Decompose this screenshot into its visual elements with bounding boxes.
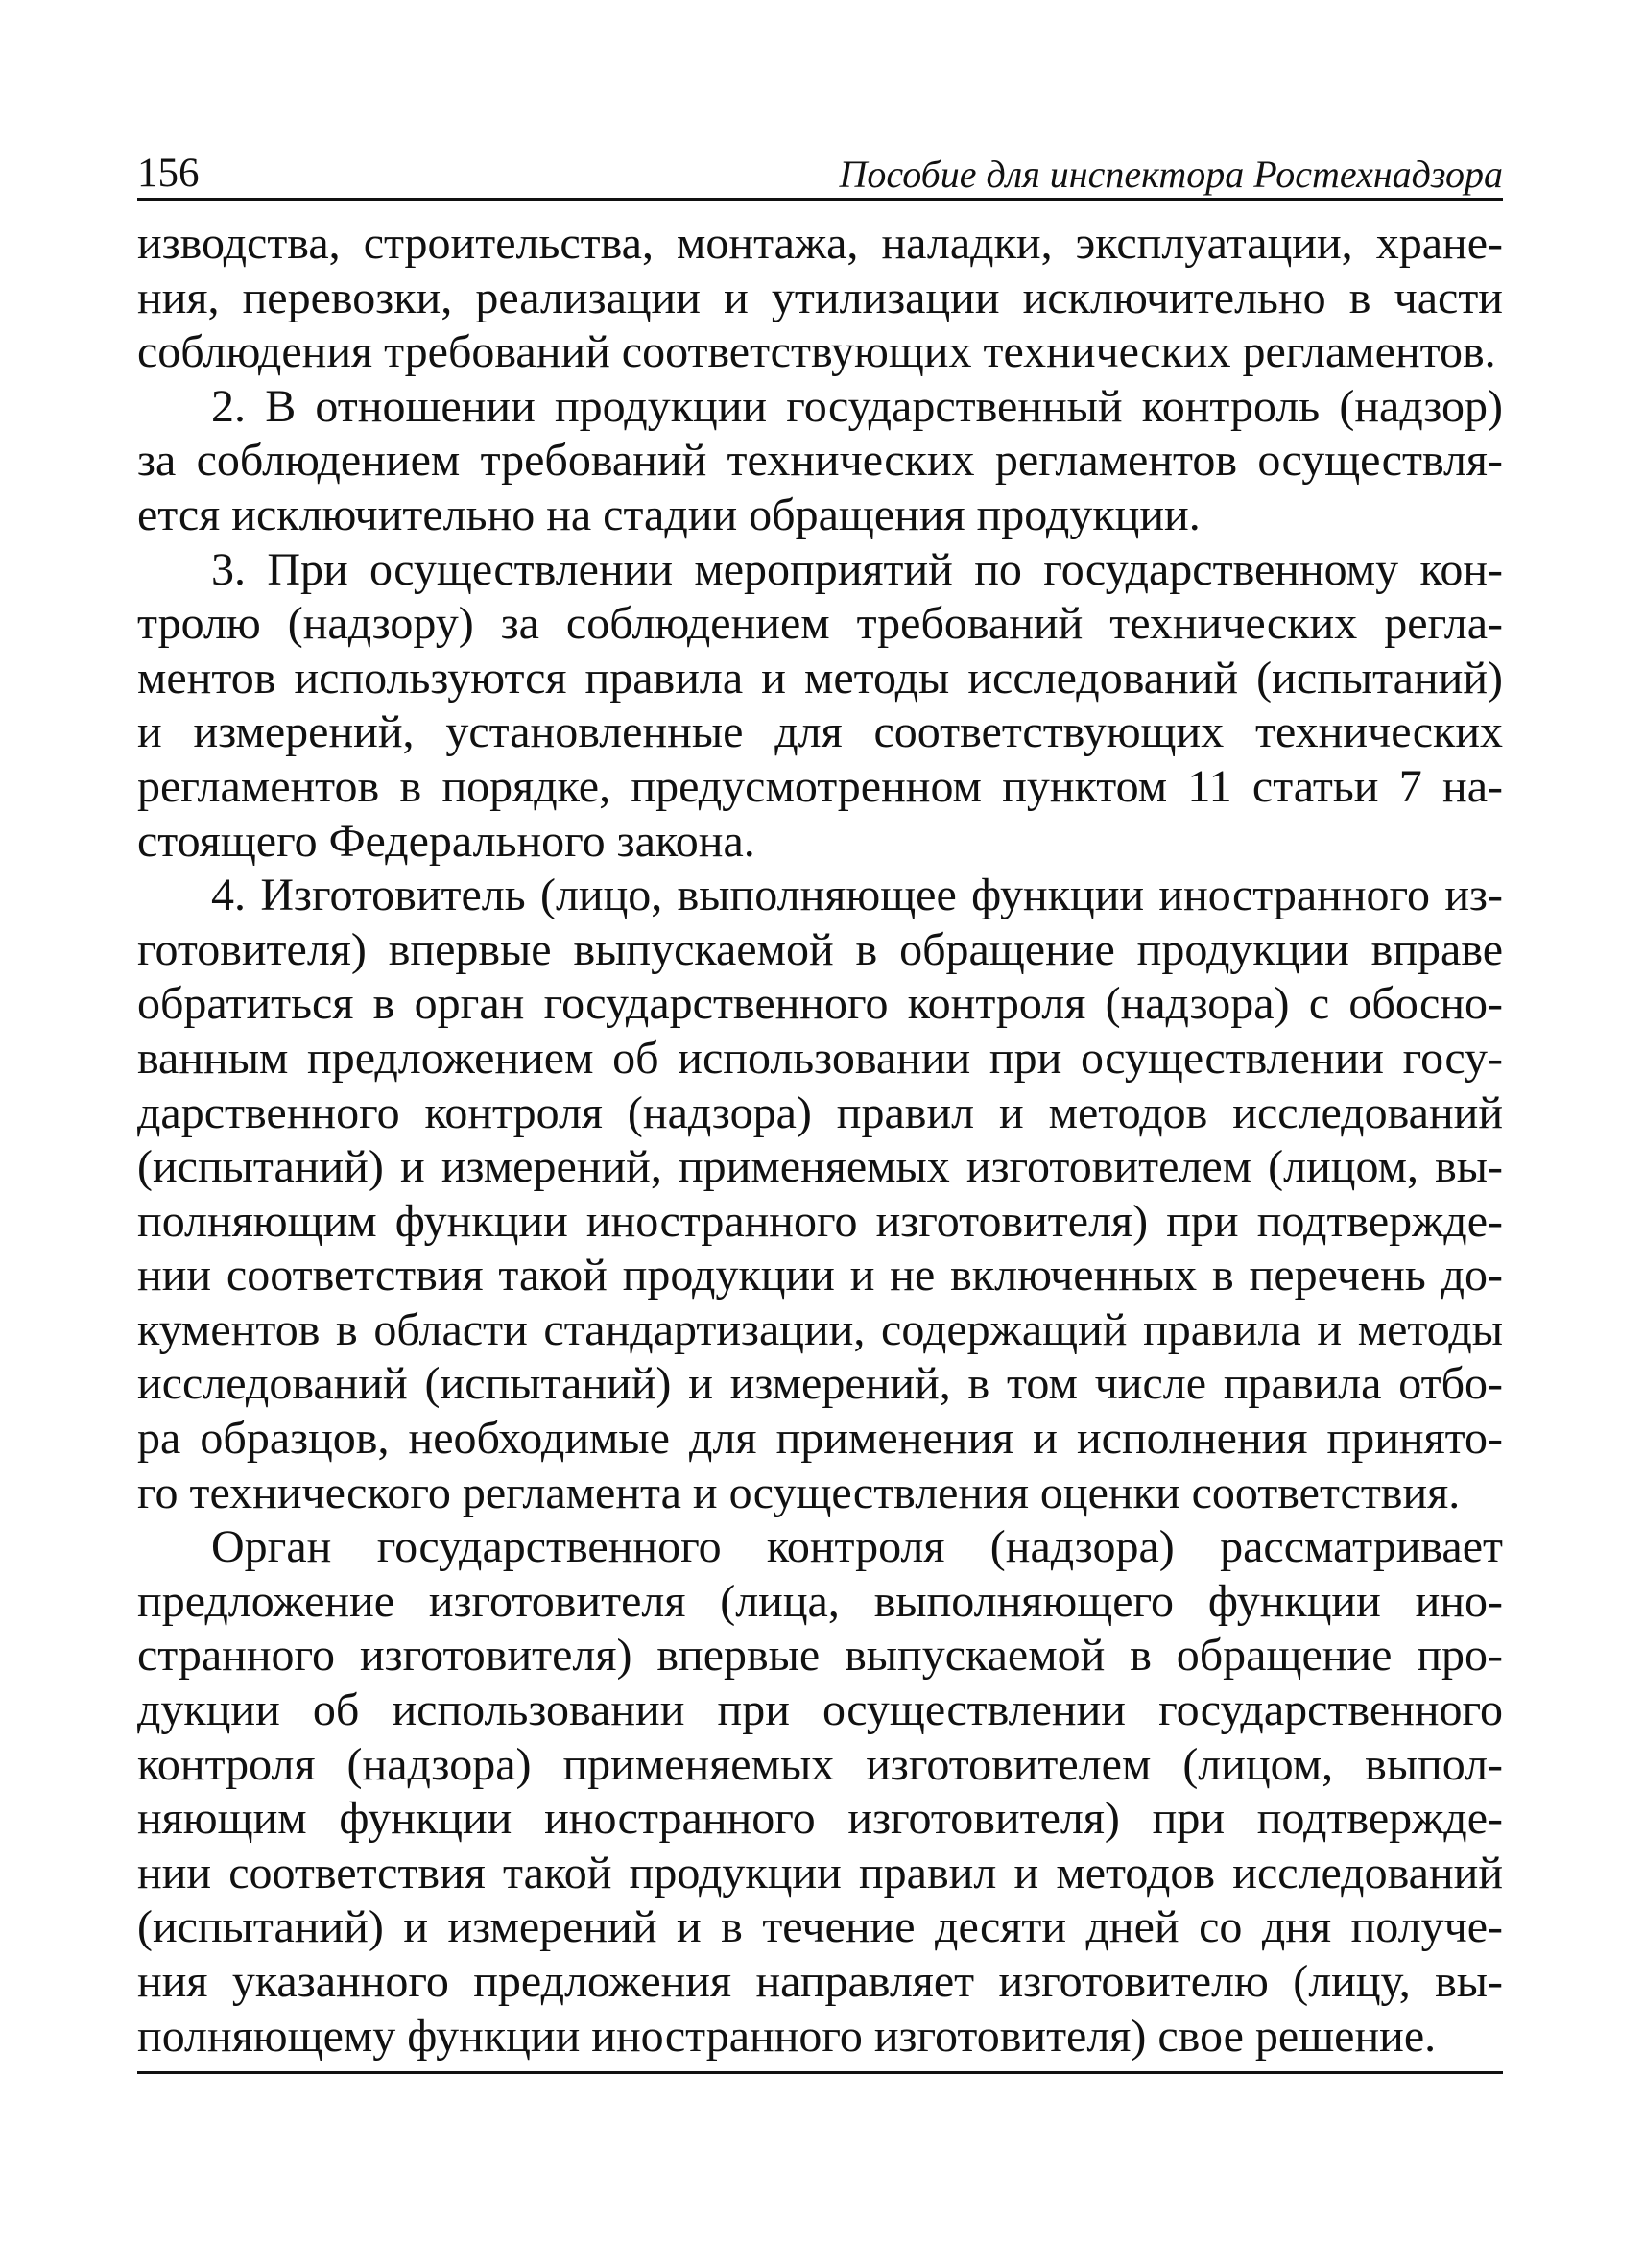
text-line: ется исключительно на стадии обращения продукции. [137, 489, 1201, 540]
text-line: ния указанного предложения направляет изготовителю (лицу, вы- [137, 1956, 1503, 2007]
footer-rule [137, 2071, 1503, 2074]
text-line: странного изготовителя) впервые выпускаемой в обращение про- [137, 1630, 1503, 1682]
text-line: обратиться в орган государственного контроля (надзора) с обосно- [137, 978, 1503, 1030]
text-line: ванным предложением об использовании при осуществлении госу- [137, 1032, 1503, 1084]
text-line: 2. В отношении продукции государственный контроль (надзор) [211, 380, 1503, 432]
text-line: тролю (надзору) за соблюдением требований технических регла- [137, 598, 1503, 650]
text-line: полняющему функции иностранного изготовителя) свое решение. [137, 2010, 1437, 2062]
text-line: изводства, строительства, монтажа, наладки, эксплуатации, хране- [137, 218, 1503, 269]
text-line: предложение изготовителя (лица, выполняющего функции ино- [137, 1575, 1503, 1627]
text-line: стоящего Федерального закона. [137, 815, 755, 867]
text-line: контроля (надзора) применяемых изготовителем (лицом, выпол- [137, 1738, 1503, 1790]
text-line: исследований (испытаний) и измерений, в том числе правила отбо- [137, 1358, 1503, 1410]
text-line: готовителя) впервые выпускаемой в обращение продукции вправе [137, 923, 1503, 975]
text-line: нии соответствия такой продукции правил и методов исследований [137, 1847, 1503, 1898]
text-line: няющим функции иностранного изготовителя) при подтвержде- [137, 1793, 1503, 1845]
text-line: го технического регламента и осуществления оценки соответствия. [137, 1467, 1461, 1518]
text-line: регламентов в порядке, предусмотренном пунктом 11 статьи 7 на- [137, 760, 1503, 812]
text-line: 4. Изготовитель (лицо, выполняющее функции иностранного из- [211, 870, 1503, 921]
text-line: за соблюдением требований технических регламентов осуществля- [137, 435, 1503, 487]
text-line: дарственного контроля (надзора) правил и методов исследований [137, 1086, 1503, 1138]
text-line: ния, перевозки, реализации и утилизации исключительно в части [137, 272, 1503, 323]
page-header [137, 144, 1503, 201]
text-line: полняющим функции иностранного изготовителя) при подтвержде- [137, 1195, 1503, 1247]
text-line: (испытаний) и измерений, применяемых изготовителем (лицом, вы- [137, 1141, 1503, 1193]
text-line: соблюдения требований соответствующих технических регламентов. [137, 326, 1496, 378]
text-line: кументов в области стандартизации, содержащий правила и методы [137, 1303, 1503, 1355]
text-line: 3. При осуществлении мероприятий по государственному кон- [211, 543, 1503, 595]
body-text [137, 217, 1503, 2064]
text-line: ментов используются правила и методы исследований (испытаний) [137, 652, 1503, 704]
running-title: Пособие для инспектора Ростехнадзора [839, 153, 1503, 196]
text-line: Орган государственного контроля (надзора) рассматривает [211, 1521, 1503, 1573]
text-line: дукции об использовании при осуществлении государственного [137, 1684, 1503, 1736]
text-line: и измерений, установленные для соответствующих технических [137, 706, 1503, 758]
page-number: 156 [137, 151, 200, 196]
text-line: (испытаний) и измерений и в течение десяти дней со дня получе- [137, 1901, 1503, 1953]
text-line: ра образцов, необходимые для применения и исполнения принято- [137, 1413, 1503, 1465]
text-line: нии соответствия такой продукции и не включенных в перечень до- [137, 1250, 1503, 1301]
